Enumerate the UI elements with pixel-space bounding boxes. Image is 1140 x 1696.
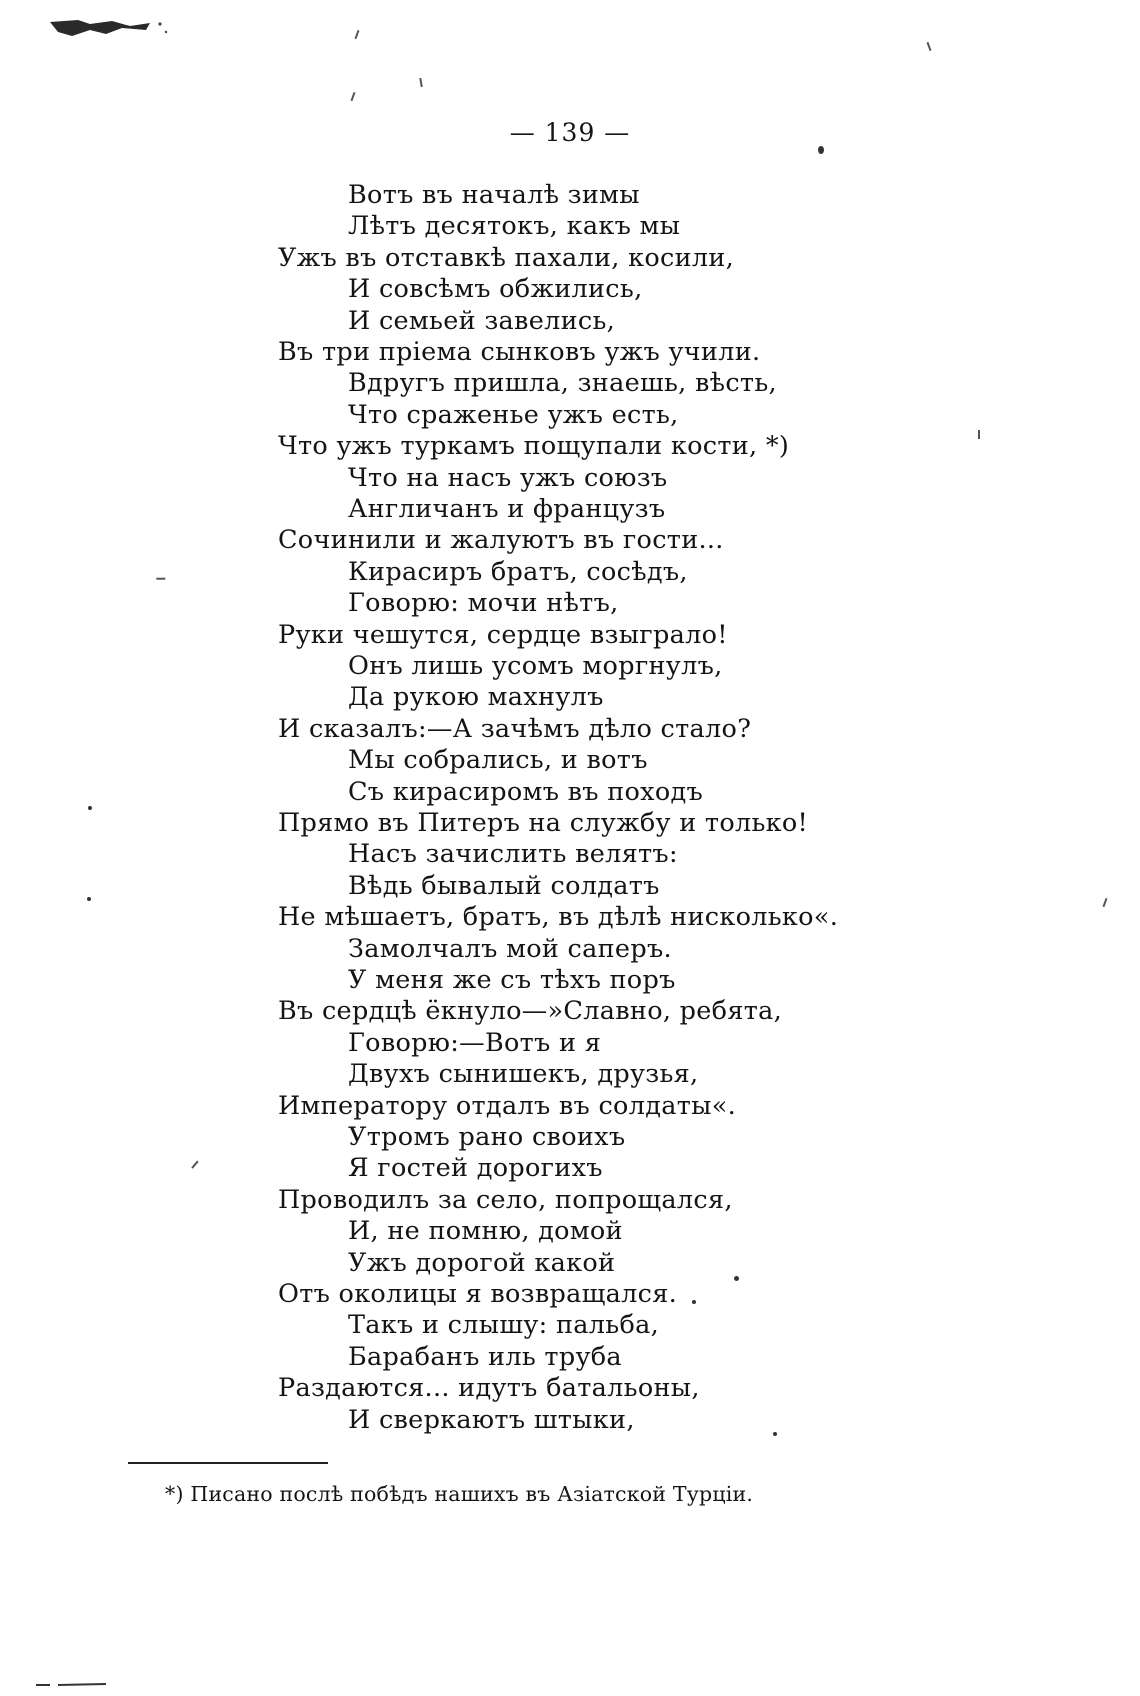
poem-line: Насъ зачислить велятъ: [348, 839, 678, 870]
poem-line: Ужъ дорогой какой [348, 1247, 616, 1278]
scan-tick [351, 92, 356, 101]
scan-speck [734, 1276, 739, 1281]
poem-line: Говорю:—Вотъ и я [348, 1027, 602, 1058]
poem-line: Говорю: мочи нѣтъ, [348, 588, 619, 619]
scan-tick [927, 42, 932, 51]
scan-tick [978, 430, 980, 439]
poem-line: Англичанъ и французъ [348, 494, 666, 524]
poem-line: Отъ околицы я возвращался. [278, 1279, 678, 1309]
scan-tick [1103, 898, 1108, 907]
poem-line: Сочинили и жалуютъ въ гости... [278, 525, 724, 556]
poem-line: Такъ и слышу: пальба, [348, 1310, 660, 1341]
scan-tick [419, 78, 422, 87]
scan-speck [88, 806, 92, 810]
poem-line: И семьей завелись, [348, 305, 616, 336]
poem-line: Вѣдь бывалый солдатъ [348, 870, 660, 901]
poem-line: Кирасиръ братъ, сосѣдъ, [348, 556, 688, 587]
poem-line: Я гостей дорогихъ [348, 1153, 603, 1184]
page-number: — 139 — [509, 118, 631, 147]
poem-line: Императору отдалъ въ солдаты«. [278, 1090, 737, 1121]
scan-speck [87, 897, 91, 901]
poem-line: Лѣтъ десятокъ, какъ мы [348, 211, 681, 242]
poem-line: Двухъ сынишекъ, друзья, [348, 1059, 699, 1090]
scan-speck [818, 146, 824, 154]
scan-tick [355, 30, 360, 39]
poem-line: Что на насъ ужъ союзъ [348, 462, 668, 493]
poem-line: Не мѣшаетъ, братъ, въ дѣлѣ нисколько«. [278, 902, 839, 933]
poem-line: Утромъ рано своихъ [348, 1122, 626, 1152]
poem-line: Замолчалъ мой саперъ. [348, 933, 672, 964]
poem-line: Съ кирасиромъ въ походъ [348, 776, 704, 807]
poem-line: Что ужъ туркамъ пощупали кости, *) [278, 431, 790, 462]
poem-line: Раздаются... идутъ батальоны, [278, 1373, 700, 1404]
poem-line: Онъ лишь усомъ моргнулъ, [348, 651, 723, 681]
scan-edge-mark [50, 18, 170, 40]
poem-line: И, не помню, домой [348, 1216, 623, 1247]
footnote-rule [128, 1462, 328, 1464]
poem-line: Ужъ въ отставкѣ пахали, косили, [278, 242, 735, 273]
scan-speck [692, 1300, 696, 1304]
poem-line: Прямо въ Питеръ на службу и только! [278, 808, 809, 838]
scan-speck [773, 1432, 777, 1436]
footnote: *) Писано послѣ побѣдъ нашихъ въ Азіатской Турціи. [165, 1482, 754, 1506]
poem-line: У меня же съ тѣхъ поръ [348, 965, 676, 995]
poem-line: И сверкаютъ штыки, [348, 1404, 635, 1435]
poem-line: Мы собрались, и вотъ [348, 745, 648, 776]
poem-line: Въ три пріема сынковъ ужъ учили. [278, 337, 761, 367]
poem-line: Проводилъ за село, попрощался, [278, 1184, 733, 1215]
poem-line: Вдругъ пришла, знаешь, вѣсть, [348, 368, 777, 399]
poem-line: Да рукою махнулъ [348, 682, 604, 713]
poem-line: Въ сердцѣ ёкнуло—»Славно, ребята, [278, 996, 783, 1027]
scan-tick [191, 1161, 198, 1169]
poem-line: Барабанъ иль труба [348, 1341, 622, 1372]
poem-line: Что сраженье ужъ есть, [348, 399, 679, 430]
poem-line: И сказалъ:—А зачѣмъ дѣло стало? [278, 713, 752, 744]
scan-tick [156, 578, 165, 580]
poem-line: И совсѣмъ обжились, [348, 274, 643, 305]
scan-edge-dash [36, 1682, 116, 1688]
poem-line: Вотъ въ началѣ зимы [348, 180, 640, 210]
poem-line: Руки чешутся, сердце взыграло! [278, 619, 728, 650]
